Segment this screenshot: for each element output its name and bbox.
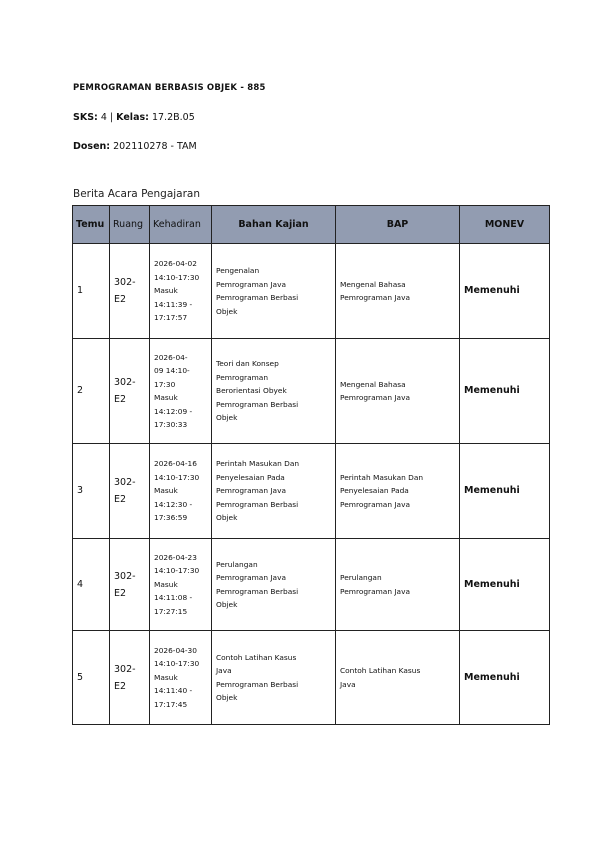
sks-label: SKS: (73, 112, 98, 123)
cell-ruang-line: 302- (114, 277, 136, 288)
cell-ruang (110, 339, 150, 444)
cell-ruang-line: 302- (114, 377, 136, 388)
cell-kehadiran-line: 17:36:59 (154, 513, 188, 523)
cell-bap-line: Java (340, 679, 356, 689)
cell-kehadiran (150, 244, 212, 339)
cell-bap-line: Penyelesaian Pada (340, 486, 409, 496)
header-ruang: Ruang (110, 206, 150, 244)
cell-temu: 4 (73, 539, 110, 631)
cell-bahan-kajian-line: Berorientasi Obyek (216, 386, 287, 396)
cell-kehadiran-line: 17:30:33 (154, 420, 188, 429)
cell-bap (336, 539, 460, 631)
table-caption: Berita Acara Pengajaran (73, 188, 201, 200)
header-bahan-kajian: Bahan Kajian (212, 206, 336, 244)
cell-bahan-kajian-line: Perulangan (216, 559, 258, 569)
cell-bap-line: Mengenal Bahasa (340, 279, 406, 289)
cell-bahan-kajian-line: Perintah Masukan Dan (216, 459, 300, 469)
cell-bahan-kajian-line: Objek (216, 513, 238, 523)
cell-kehadiran-line: 17:27:15 (154, 606, 188, 616)
cell-bap-line: Perulangan (340, 573, 382, 582)
cell-ruang (110, 244, 150, 339)
cell-kehadiran-line: 14:11:39 - (154, 299, 193, 309)
table-header-row (73, 206, 550, 244)
cell-kehadiran-line: 14:12:09 - (154, 406, 193, 416)
cell-bahan-kajian-line: Pemrograman (216, 372, 269, 382)
cell-monev: Memenuhi (460, 444, 550, 539)
cell-bap (336, 339, 460, 444)
table-row (73, 339, 550, 444)
cell-kehadiran-line: Masuk (154, 393, 178, 402)
cell-kehadiran-line: 2026-04-23 (154, 552, 197, 562)
cell-ruang-line: E2 (114, 394, 127, 405)
cell-kehadiran-line: 17:17:57 (154, 313, 188, 323)
cell-temu: 3 (73, 444, 110, 539)
cell-kehadiran-line: 14:10-17:30 (154, 272, 200, 282)
cell-bahan-kajian-line: Penyelesaian Pada (216, 472, 285, 482)
cell-kehadiran-line: Masuk (154, 579, 178, 589)
cell-bahan-kajian (212, 339, 336, 444)
table-row (73, 539, 550, 631)
cell-kehadiran-line: 14:10-17:30 (154, 472, 200, 482)
cell-ruang (110, 444, 150, 539)
cell-bahan-kajian-line: Pemrograman Java (216, 279, 286, 289)
cell-bahan-kajian-line: Java (216, 666, 232, 675)
cell-temu: 2 (73, 339, 110, 444)
teaching-record-table (72, 205, 550, 725)
cell-bahan-kajian-line: Objek (216, 413, 238, 423)
cell-bahan-kajian-line: Pemrograman Berbasi (216, 499, 299, 509)
cell-bahan-kajian-line: Contoh Latihan Kasus (216, 652, 297, 662)
cell-bap-line: Pemrograman Java (340, 293, 410, 302)
cell-monev: Memenuhi (460, 631, 550, 725)
cell-kehadiran-line: Masuk (154, 672, 178, 682)
cell-kehadiran-line: 09 14:10- (154, 366, 190, 375)
cell-ruang-line: 302- (114, 477, 136, 488)
course-title: PEMROGRAMAN BERBASIS OBJEK - 885 (73, 83, 266, 93)
cell-bap-line: Pemrograman Java (340, 393, 410, 402)
cell-bahan-kajian-line: Pemrograman Java (216, 573, 286, 582)
header-bap: BAP (336, 206, 460, 244)
course-meta (73, 112, 195, 123)
cell-bap (336, 244, 460, 339)
kelas-label: Kelas: (116, 112, 149, 123)
cell-bahan-kajian-line: Pengenalan (216, 266, 260, 275)
cell-ruang-line: E2 (114, 294, 127, 305)
kelas-value: 17.2B.05 (148, 112, 195, 123)
cell-kehadiran-line: 2026-04-30 (154, 645, 197, 655)
cell-bap (336, 444, 460, 539)
cell-bap (336, 631, 460, 725)
cell-monev: Memenuhi (460, 339, 550, 444)
cell-bap-line: Contoh Latihan Kasus (340, 666, 421, 675)
cell-ruang-line: E2 (114, 494, 127, 505)
table-row (73, 244, 550, 339)
cell-bap-line: Perintah Masukan Dan (340, 472, 424, 482)
header-temu: Temu (73, 206, 110, 244)
dosen-value: 202110278 - TAM (110, 141, 197, 152)
cell-kehadiran-line: 14:12:30 - (154, 499, 193, 509)
cell-bahan-kajian-line: Objek (216, 693, 238, 702)
cell-bap-line: Pemrograman Java (340, 586, 410, 596)
cell-ruang-line: 302- (114, 663, 136, 675)
header-kehadiran: Kehadiran (150, 206, 212, 244)
cell-bahan-kajian-line: Objek (216, 306, 238, 316)
cell-bahan-kajian-line: Pemrograman Berbasi (216, 586, 299, 596)
table-body (73, 244, 550, 725)
cell-kehadiran-line: 14:11:08 - (154, 593, 193, 603)
header-monev: MONEV (460, 206, 550, 244)
cell-ruang (110, 631, 150, 725)
cell-monev: Memenuhi (460, 244, 550, 339)
cell-temu: 1 (73, 244, 110, 339)
cell-ruang-line: E2 (114, 587, 127, 599)
table-row (73, 631, 550, 725)
cell-kehadiran (150, 539, 212, 631)
cell-bahan-kajian (212, 539, 336, 631)
cell-kehadiran (150, 631, 212, 725)
cell-kehadiran-line: 2026-04-02 (154, 259, 197, 269)
dosen-label: Dosen: (73, 141, 111, 152)
cell-ruang-line: 302- (114, 570, 136, 582)
cell-kehadiran-line: 2026-04-16 (154, 459, 197, 469)
cell-bahan-kajian (212, 631, 336, 725)
cell-bahan-kajian-line: Pemrograman Berbasi (216, 293, 299, 302)
cell-bahan-kajian (212, 244, 336, 339)
cell-bahan-kajian-line: Pemrograman Berbasi (216, 399, 299, 409)
cell-kehadiran-line: 14:11:40 - (154, 686, 193, 696)
cell-bahan-kajian (212, 444, 336, 539)
cell-kehadiran-line: 2026-04- (154, 352, 188, 362)
cell-kehadiran-line: Masuk (154, 486, 178, 496)
cell-kehadiran-line: 14:10-17:30 (154, 659, 200, 669)
cell-kehadiran-line: Masuk (154, 286, 178, 296)
cell-ruang-line: E2 (114, 680, 127, 692)
cell-kehadiran-line: 14:10-17:30 (154, 566, 200, 576)
sks-value: 4 | (97, 112, 117, 123)
cell-ruang (110, 539, 150, 631)
lecturer-info (73, 141, 197, 152)
cell-temu: 5 (73, 631, 110, 725)
cell-kehadiran-line: 17:30 (154, 379, 176, 389)
cell-monev: Memenuhi (460, 539, 550, 631)
table-row (73, 444, 550, 539)
cell-bahan-kajian-line: Pemrograman Java (216, 486, 286, 496)
cell-bahan-kajian-line: Teori dan Konsep (216, 359, 279, 369)
cell-bap-line: Pemrograman Java (340, 499, 410, 509)
cell-kehadiran (150, 339, 212, 444)
cell-bap-line: Mengenal Bahasa (340, 379, 406, 389)
cell-bahan-kajian-line: Objek (216, 600, 238, 609)
cell-kehadiran (150, 444, 212, 539)
cell-bahan-kajian-line: Pemrograman Berbasi (216, 679, 299, 689)
cell-kehadiran-line: 17:17:45 (154, 699, 188, 709)
